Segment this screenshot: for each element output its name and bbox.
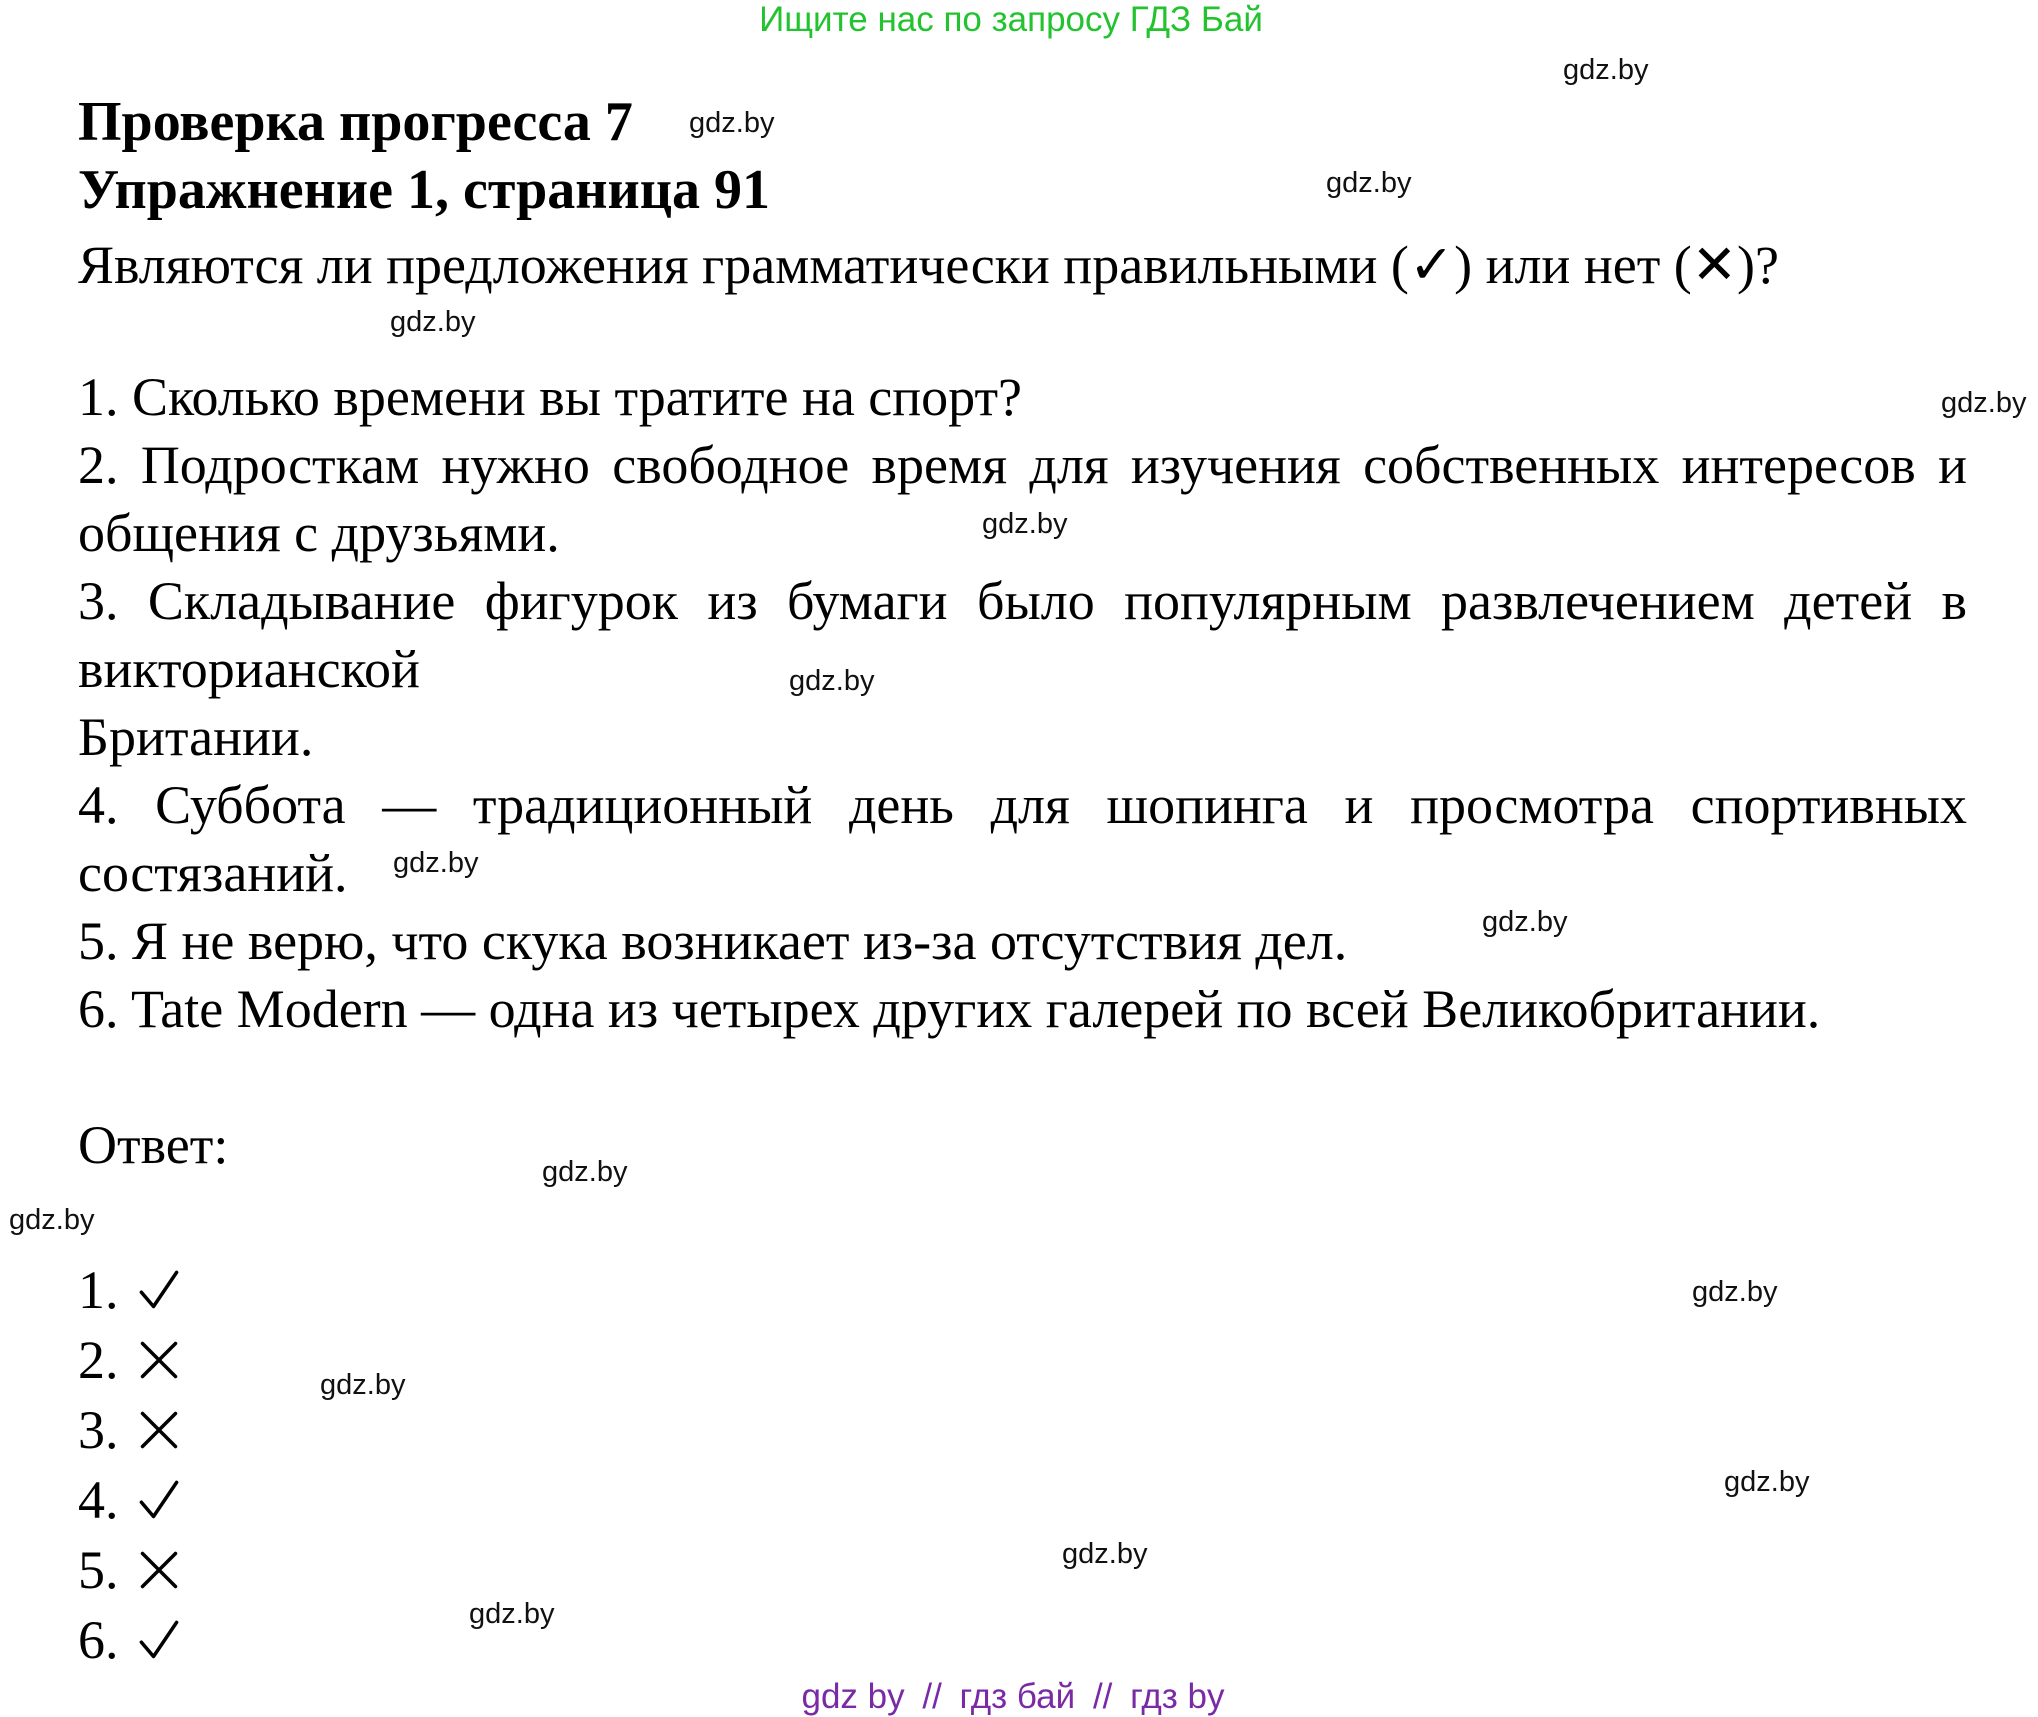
- check-icon: [137, 1618, 181, 1662]
- answer-item: [78, 1535, 181, 1605]
- cross-icon: [137, 1338, 181, 1382]
- answer-number: 3.: [78, 1400, 119, 1460]
- watermark-text: gdz.by: [1724, 1466, 1810, 1498]
- watermark-text: gdz.by: [1326, 167, 1412, 199]
- sentence-item: 5. Я не верю, что скука возникает из-за отсутствия дел.: [78, 911, 1348, 971]
- answer-list: [78, 1255, 181, 1675]
- check-icon: [137, 1268, 181, 1312]
- watermark-text: gdz.by: [1482, 906, 1568, 938]
- watermark-text: gdz.by: [390, 306, 476, 338]
- answer-number: 1.: [78, 1260, 119, 1320]
- sentence-item: 6. Tate Modern — одна из четырех других галерей по всей Великобритании.: [78, 979, 1821, 1039]
- cross-icon: [137, 1408, 181, 1452]
- watermark-text: gdz.by: [982, 508, 1068, 540]
- answer-number: 5.: [78, 1540, 119, 1600]
- sentence-item: 2. Подросткам нужно свободное время для изучения собственных интересов и общения с друзьями.: [78, 435, 1967, 563]
- sentence-list: [78, 363, 1967, 1043]
- answer-number: 6.: [78, 1610, 119, 1670]
- answer-item: [78, 1465, 181, 1535]
- page-title: Проверка прогресса 7: [78, 91, 633, 153]
- check-icon: [137, 1478, 181, 1522]
- watermark-text: gdz.by: [9, 1204, 95, 1236]
- sentence-item: Британии.: [78, 707, 314, 767]
- cross-icon: [137, 1548, 181, 1592]
- watermark-text: gdz.by: [542, 1156, 628, 1188]
- footer-link[interactable]: гдз бай: [959, 1677, 1076, 1716]
- footer-links: [0, 1677, 2032, 1717]
- footer-separator: //: [922, 1677, 942, 1716]
- answer-item: [78, 1325, 181, 1395]
- watermark-text: gdz.by: [1563, 54, 1649, 86]
- top-banner: Ищите нас по запросу ГДЗ Бай: [759, 0, 1263, 39]
- watermark-text: gdz.by: [320, 1369, 406, 1401]
- footer-link[interactable]: гдз by: [1130, 1677, 1225, 1716]
- watermark-text: gdz.by: [393, 847, 479, 879]
- answer-number: 4.: [78, 1470, 119, 1530]
- watermark-text: gdz.by: [789, 665, 875, 697]
- question-text: Являются ли предложения грамматически правильными (✓) или нет (✕)?: [78, 235, 1779, 295]
- answer-item: [78, 1255, 181, 1325]
- sentence-item: 4. Суббота — традиционный день для шопинга и просмотра спортивных состязаний.: [78, 775, 1967, 903]
- footer-separator: //: [1092, 1677, 1113, 1716]
- answer-item: [78, 1395, 181, 1465]
- footer-link[interactable]: gdz by: [801, 1677, 905, 1716]
- watermark-text: gdz.by: [1941, 387, 2027, 419]
- watermark-text: gdz.by: [469, 1598, 555, 1630]
- answer-label: Ответ:: [78, 1115, 229, 1175]
- answer-number: 2.: [78, 1330, 119, 1390]
- watermark-text: gdz.by: [1692, 1276, 1778, 1308]
- sentence-item: 1. Сколько времени вы тратите на спорт?: [78, 367, 1023, 427]
- watermark-text: gdz.by: [1062, 1538, 1148, 1570]
- sentence-item: 3. Складывание фигурок из бумаги было популярным развлечением детей в викторианской: [78, 571, 1967, 699]
- exercise-subtitle: Упражнение 1, страница 91: [78, 159, 771, 221]
- watermark-text: gdz.by: [689, 107, 775, 139]
- answer-item: [78, 1605, 181, 1675]
